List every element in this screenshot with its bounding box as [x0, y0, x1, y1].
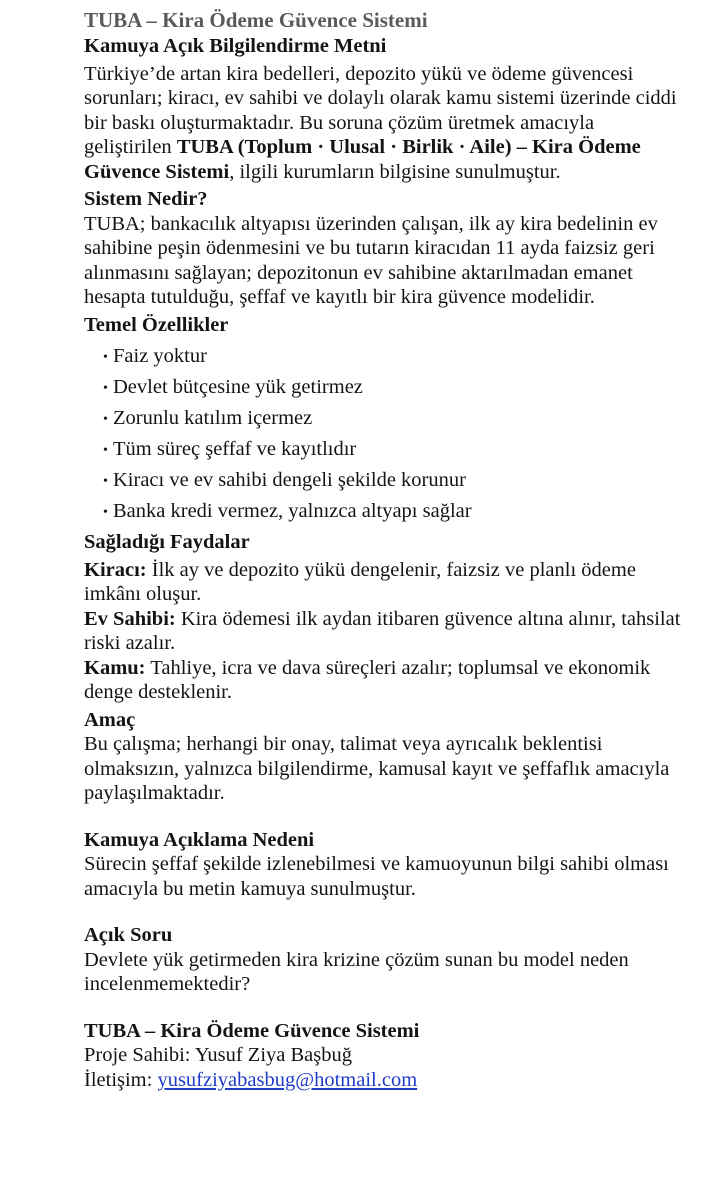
benefit-owner-label: Ev Sahibi:: [84, 607, 176, 630]
bullet: •: [103, 443, 108, 458]
feature-text: Devlet bütçesine yük getirmez: [113, 376, 363, 398]
bullet: •: [103, 412, 108, 427]
contact-label: İletişim:: [84, 1068, 158, 1091]
features-list: [84, 341, 684, 527]
benefit-public: [84, 656, 684, 705]
list-item: [103, 434, 684, 465]
benefit-tenant-label: Kiracı:: [84, 558, 147, 581]
benefit-owner: [84, 607, 684, 656]
open-question-paragraph: Devlete yük getirmeden kira krizine çözüm sunan bu model neden incelenmemektedir?: [84, 948, 629, 995]
feature-text: Kiracı ve ev sahibi dengeli şekilde korunur: [113, 469, 466, 491]
contact-line: [84, 1068, 684, 1093]
benefit-public-label: Kamu:: [84, 656, 146, 679]
document-subtitle: Kamuya Açık Bilgilendirme Metni: [84, 35, 387, 57]
benefit-owner-text: Kira ödemesi ilk aydan itibaren güvence altına alınır, tahsilat riski azalır.: [84, 607, 681, 654]
document-page: [84, 6, 684, 1092]
list-item: [103, 372, 684, 403]
disclosure-paragraph: Sürecin şeffaf şekilde izlenebilmesi ve kamuoyunun bilgi sahibi olması amacıyla bu metin kamuya sunulmuştur.: [84, 853, 669, 900]
footer-title: TUBA – Kira Ödeme Güvence Sistemi: [84, 1019, 420, 1042]
bullet: •: [103, 381, 108, 396]
document-title: TUBA – Kira Ödeme Güvence Sistemi: [84, 8, 428, 32]
section-heading-benefits: Sağladığı Faydalar: [84, 531, 250, 553]
intro-system-name: TUBA (Toplum · Ulusal · Birlik · Aile) – Kira Ödeme Güvence Sistemi: [84, 136, 641, 183]
list-item: [103, 496, 684, 527]
section-heading-open-question: Açık Soru: [84, 924, 173, 946]
intro-text-1: Türkiye’de artan kira bedelleri, depozito yükü ve ödeme güvencesi sorunları; kiracı, ev sahibi ve dolaylı olarak kamu sistemi üzerinde ciddi bir baskı oluşturmaktadır. Bu soruna çözüm üretmek amacıyla geliştirilen: [84, 62, 677, 158]
feature-text: Faiz yoktur: [113, 345, 207, 367]
section-heading-purpose: Amaç: [84, 708, 136, 731]
feature-text: Zorunlu katılım içermez: [113, 407, 313, 429]
benefit-tenant: [84, 558, 684, 607]
section-heading-disclosure: Kamuya Açıklama Nedeni: [84, 828, 315, 851]
purpose-paragraph: Bu çalışma; herhangi bir onay, talimat veya ayrıcalık beklentisi olmaksızın, yalnızca bilgilendirme, kamusal kayıt ve şeffaflık amacıyla paylaşılmaktadır.: [84, 733, 670, 804]
benefit-public-text: Tahliye, icra ve dava süreçleri azalır; toplumsal ve ekonomik denge desteklenir.: [84, 656, 651, 703]
list-item: [103, 465, 684, 496]
intro-text-2: , ilgili kurumların bilgisine sunulmuştur.: [229, 160, 561, 183]
feature-text: Banka kredi vermez, yalnızca altyapı sağlar: [113, 500, 472, 522]
intro-paragraph: [84, 62, 684, 185]
bullet: •: [103, 474, 108, 489]
bullet: •: [103, 350, 108, 365]
what-is-paragraph: TUBA; bankacılık altyapısı üzerinden çalışan, ilk ay kira bedelinin ev sahibine peşin ödenmesini ve bu tutarın kiracıdan 11 ayda faizsiz geri alınmasını sağlayan; depozitonun ev sahibine aktarılmadan emanet hesapta tutulduğu, şeffaf ve kayıtlı bir kira güvence modelidir.: [84, 212, 658, 308]
project-owner: Proje Sahibi: Yusuf Ziya Başbuğ: [84, 1044, 353, 1066]
section-heading-what-is: Sistem Nedir?: [84, 188, 208, 210]
list-item: [103, 403, 684, 434]
benefit-tenant-text: İlk ay ve depozito yükü dengelenir, faizsiz ve planlı ödeme imkânı oluşur.: [84, 558, 636, 605]
list-item: [103, 341, 684, 372]
email-link[interactable]: yusufziyabasbug@hotmail.com: [157, 1068, 418, 1091]
feature-text: Tüm süreç şeffaf ve kayıtlıdır: [113, 438, 357, 460]
bullet: •: [103, 505, 108, 520]
section-heading-features: Temel Özellikler: [84, 313, 229, 336]
